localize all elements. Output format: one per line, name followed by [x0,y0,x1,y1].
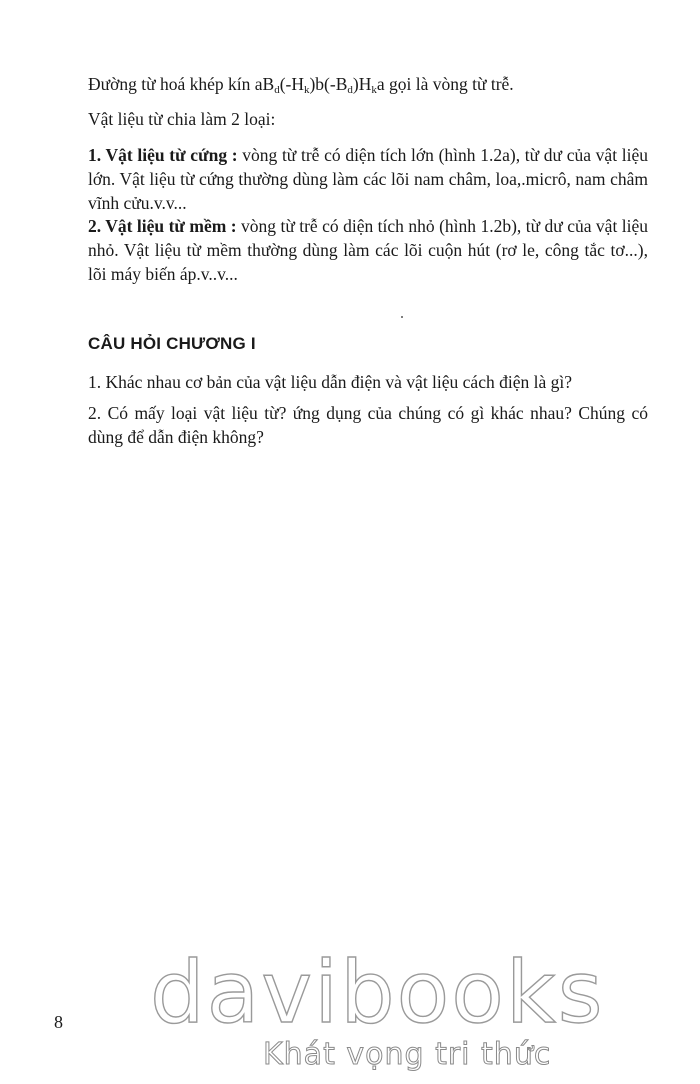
question-1: 1. Khác nhau cơ bản của vật liệu dẫn điện và vật liệu cách điện là gì? [88,372,572,392]
subscript-k: k [303,84,310,96]
chapter-questions-heading: CÂU HỎI CHƯƠNG I [88,334,256,353]
paragraph-hard-magnetic [88,143,648,215]
para1-text-b: (-H [279,74,304,94]
subscript-d: d [274,84,280,96]
stray-dot [401,316,403,318]
paragraph-soft-magnetic [88,214,648,286]
soft-magnetic-text: vòng từ trễ có diện tích nhỏ (hình 1.2b), từ dư của vật liệu nhỏ. Vật liệu từ mềm thường dùng làm các lõi cuộn hút (rơ le, công tắc tơ...), lõi máy biến áp.v..v... [88,216,648,284]
para1-text-c: )b(-B [309,74,348,94]
soft-magnetic-label: 2. Vật liệu từ mềm : [88,216,237,236]
page-number: 8 [54,1012,63,1032]
para1-text-e: a gọi là vòng từ trễ. [376,74,514,94]
question-2: 2. Có mấy loại vật liệu từ? ứng dụng của chúng có gì khác nhau? Chúng có dùng để dẫn điện không? [88,403,648,447]
hard-magnetic-text: vòng từ trễ có diện tích lớn (hình 1.2a), từ dư của vật liệu lớn. Vật liệu từ cứng thường dùng làm các lõi nam châm, loa,.micrô, nam châm vĩnh cửu.v.v... [88,145,648,213]
para1-text-a: Đường từ hoá khép kín aB [88,74,275,94]
subscript-d: d [347,84,353,96]
paragraph-material-types: Vật liệu từ chia làm 2 loại: [88,109,276,129]
hard-magnetic-label: 1. Vật liệu từ cứng : [88,145,238,165]
watermark-logo: davibooks [150,943,605,1043]
para1-text-d: )H [352,74,372,94]
subscript-k: k [371,84,377,96]
paragraph-hysteresis-loop [88,72,648,96]
watermark-tagline: Khát vọng tri thức [263,1037,552,1072]
